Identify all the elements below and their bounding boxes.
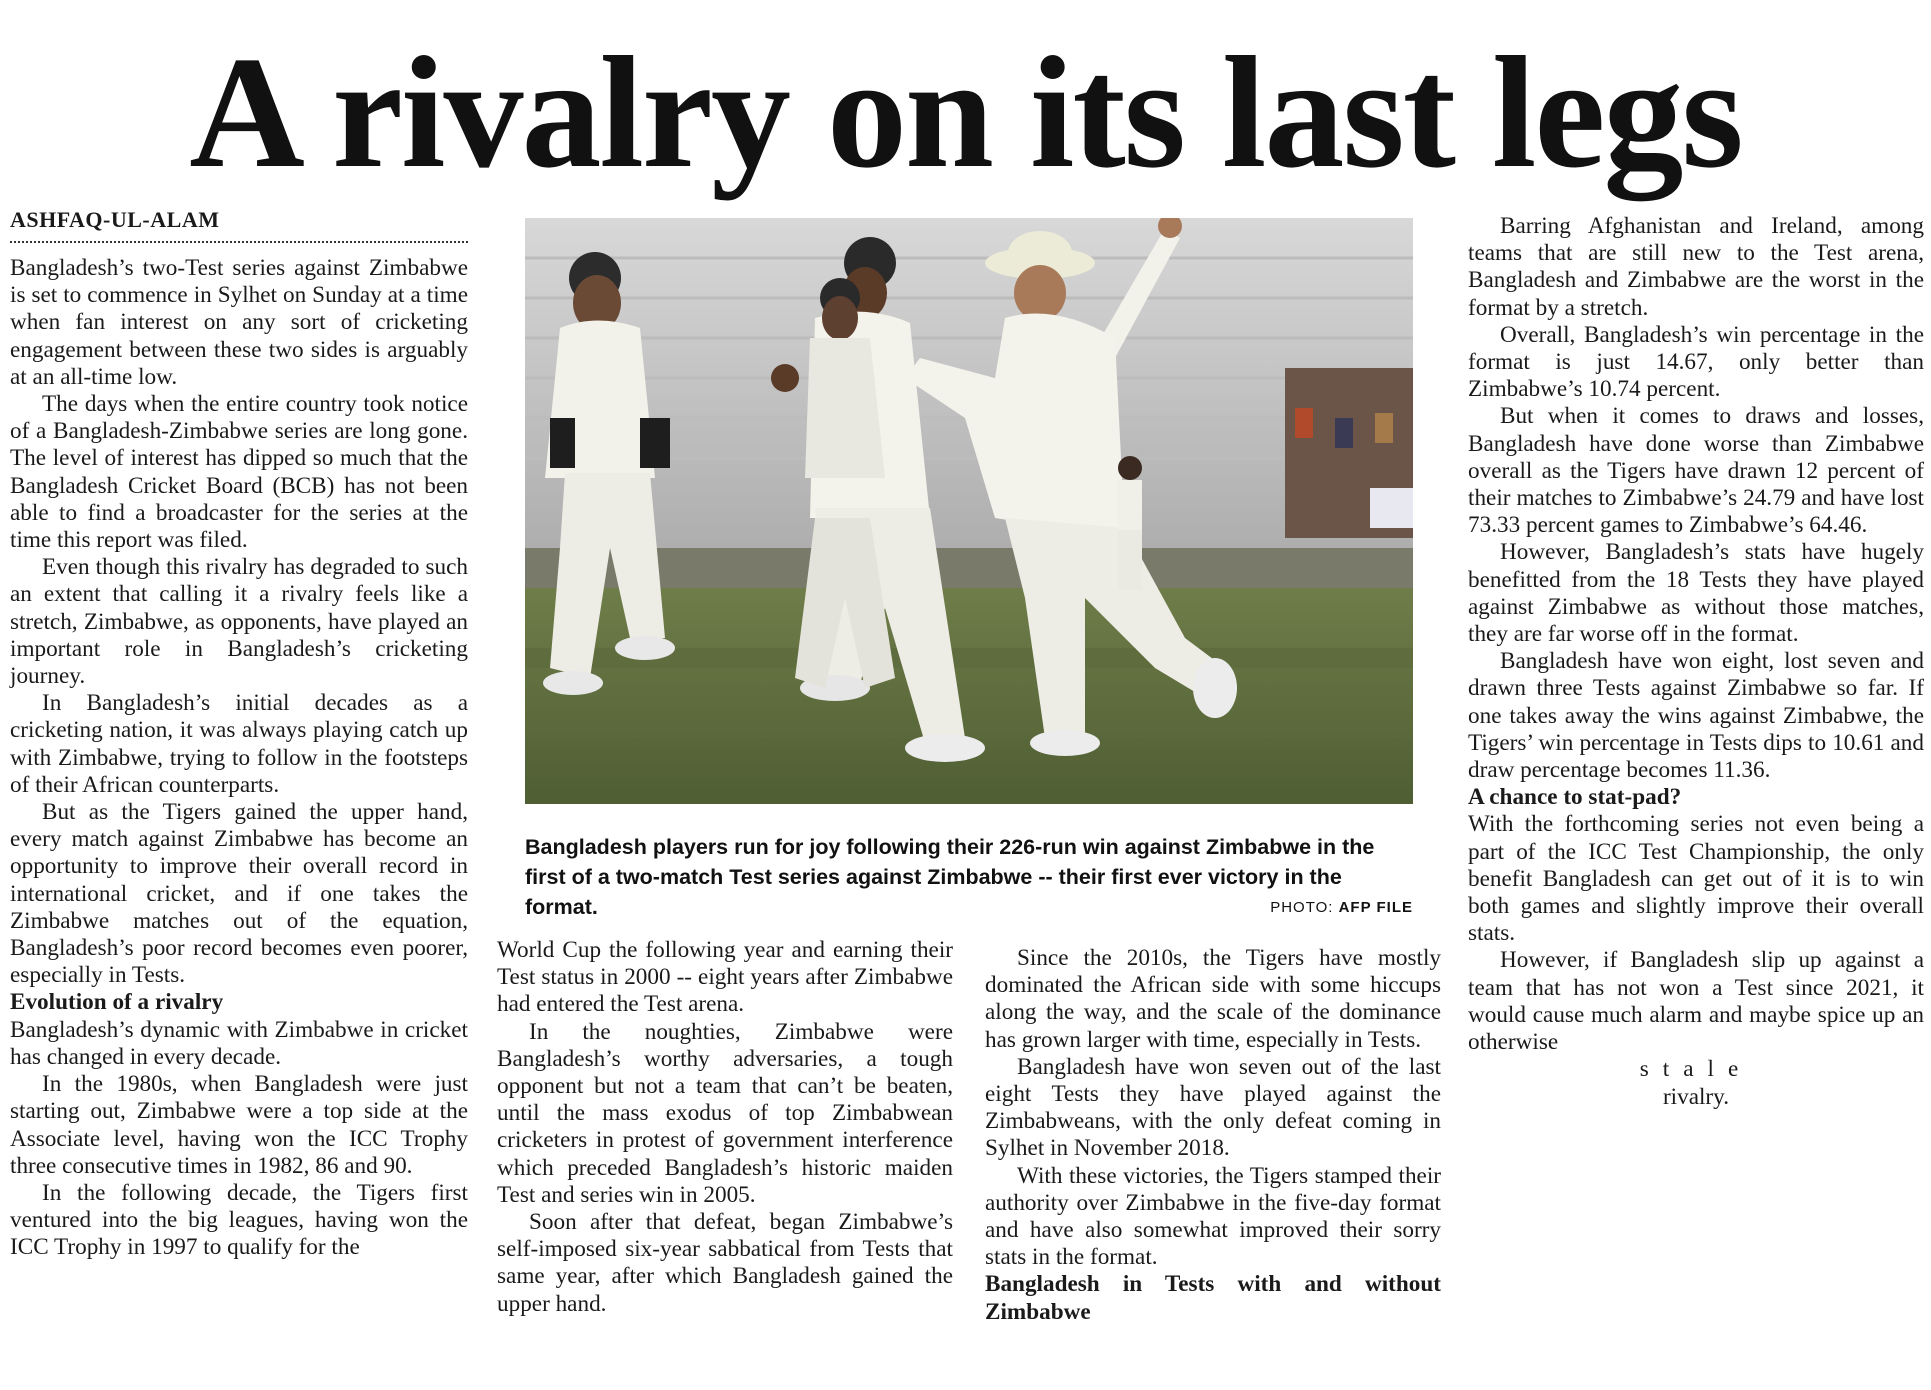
paragraph: World Cup the following year and earning their Test status in 2000 -- eight years after Zimbabwe had entered the Test arena. <box>497 937 953 1018</box>
word-stale: stale <box>1639 1056 1753 1083</box>
article-column-1 <box>10 255 468 1262</box>
paragraph: Even though this rivalry has degraded to such an extent that calling it a rivalry feels like a stretch, Zimbabwe, as opponents, have played an important role in Bangladesh’s cricketing journey. <box>10 554 468 690</box>
paragraph-ending <box>1468 1056 1924 1110</box>
paragraph: Barring Afghanistan and Ireland, among teams that are still new to the Test arena, Bangladesh and Zimbabwe are the worst in the format by a stretch. <box>1468 213 1924 321</box>
paragraph: With the forthcoming series not even being a part of the ICC Test Championship, the only benefit Bangladesh can get out of it is to win both games and slightly improve their overall stats. <box>1468 811 1924 947</box>
photo-credit-prefix: PHOTO: <box>1270 899 1334 916</box>
paragraph: With these victories, the Tigers stamped their authority over Zimbabwe in the five-day format and have also somewhat improved their sorry stats in the format. <box>985 1162 1441 1271</box>
paragraph: Bangladesh have won eight, lost seven and drawn three Tests against Zimbabwe so far. If one takes away the wins against Zimbabwe, the Tigers’ win percentage in Tests dips to 10.61 and draw percentage becomes 11.36. <box>1468 648 1924 784</box>
paragraph: In the following decade, the Tigers first ventured into the big leagues, having won the ICC Trophy in 1997 to qualify for the <box>10 1179 468 1261</box>
paragraph: Bangladesh’s two-Test series against Zimbabwe is set to commence in Sylhet on Sunday at a time when fan interest on any sort of cricketing engagement between these two sides is arguably at an all-time low. <box>10 255 468 390</box>
paragraph: But as the Tigers gained the upper hand, every match against Zimbabwe has become an opportunity to improve their overall record in international cricket, and if one takes the Zimbabwe matches out of the equation, Bangladesh’s poor record becomes even poorer, especially in Tests. <box>10 799 468 989</box>
headline: A rivalry on its last legs <box>189 23 1742 201</box>
paragraph: Overall, Bangladesh’s win percentage in the format is just 14.67, only better than Zimbabwe’s 10.74 percent. <box>1468 321 1924 403</box>
paragraph: In the 1980s, when Bangladesh were just starting out, Zimbabwe were a top side at the Associate level, having won the ICC Trophy three consecutive times in 1982, 86 and 90. <box>10 1071 468 1179</box>
subheading-tests-stats: Bangladesh in Tests with and without Zimbabwe <box>985 1271 1441 1325</box>
subheading-stat-pad: A chance to stat-pad? <box>1468 784 1682 811</box>
word-rivalry: rivalry. <box>1662 1083 1730 1110</box>
paragraph: Since the 2010s, the Tigers have mostly dominated the African side with some hiccups along the way, and the scale of the dominance has grown larger with time, especially in Tests. <box>985 945 1441 1053</box>
subheading-evolution: Evolution of a rivalry <box>10 989 224 1016</box>
article-column-2 <box>497 937 953 1318</box>
article-column-3 <box>985 945 1441 1326</box>
paragraph: However, Bangladesh’s stats have hugely benefitted from the 18 Tests they have played against Zimbabwe as without those matches, they are far worse off in the format. <box>1468 539 1924 648</box>
photo-credit-source: AFP FILE <box>1338 899 1413 916</box>
photo-caption: Bangladesh players run for joy following their 226-run win against Zimbabwe in the first of a two-match Test series against Zimbabwe -- their first ever victory in the format. <box>525 835 1375 919</box>
byline: ASHFAQ-UL-ALAM <box>10 207 468 243</box>
paragraph: But when it comes to draws and losses, Bangladesh have done worse than Zimbabwe overall as the Tigers have drawn 12 percent of their matches to Zimbabwe’s 24.79 and have lost 73.33 percent games to Zimbabwe’s 64.46. <box>1468 403 1924 539</box>
article-column-4 <box>1468 213 1924 1111</box>
paragraph: Bangladesh have won seven out of the last eight Tests they have played against the Zimbabweans, with the only defeat coming in Sylhet in November 2018. <box>985 1053 1441 1162</box>
photo-cricket-celebration <box>525 218 1413 804</box>
photo-credit <box>1270 899 1413 916</box>
paragraph: In Bangladesh’s initial decades as a cricketing nation, it was always playing catch up with Zimbabwe, trying to follow in the footsteps of their African counterparts. <box>10 690 468 798</box>
paragraph: In the noughties, Zimbabwe were Bangladesh’s worthy adversaries, a tough opponent but not a team that can’t be beaten, until the mass exodus of top Zimbabwean cricketers in protest of government interference which preceded Bangladesh’s historic maiden Test and series win in 2005. <box>497 1018 953 1208</box>
paragraph: However, if Bangladesh slip up against a team that has not won a Test since 2021, it would cause much alarm and maybe spice up an otherwise <box>1468 947 1924 1056</box>
paragraph: Bangladesh’s dynamic with Zimbabwe in cricket has changed in every decade. <box>10 1016 468 1070</box>
paragraph: Soon after that defeat, began Zimbabwe’s self-imposed six-year sabbatical from Tests that same year, after which Bangladesh gained the upper hand. <box>497 1209 953 1317</box>
paragraph: The days when the entire country took notice of a Bangladesh-Zimbabwe series are long gone. The level of interest has dipped so much that the Bangladesh Cricket Board (BCB) has not been able to find a broadcaster for the series at the time this report was filed. <box>10 391 468 554</box>
